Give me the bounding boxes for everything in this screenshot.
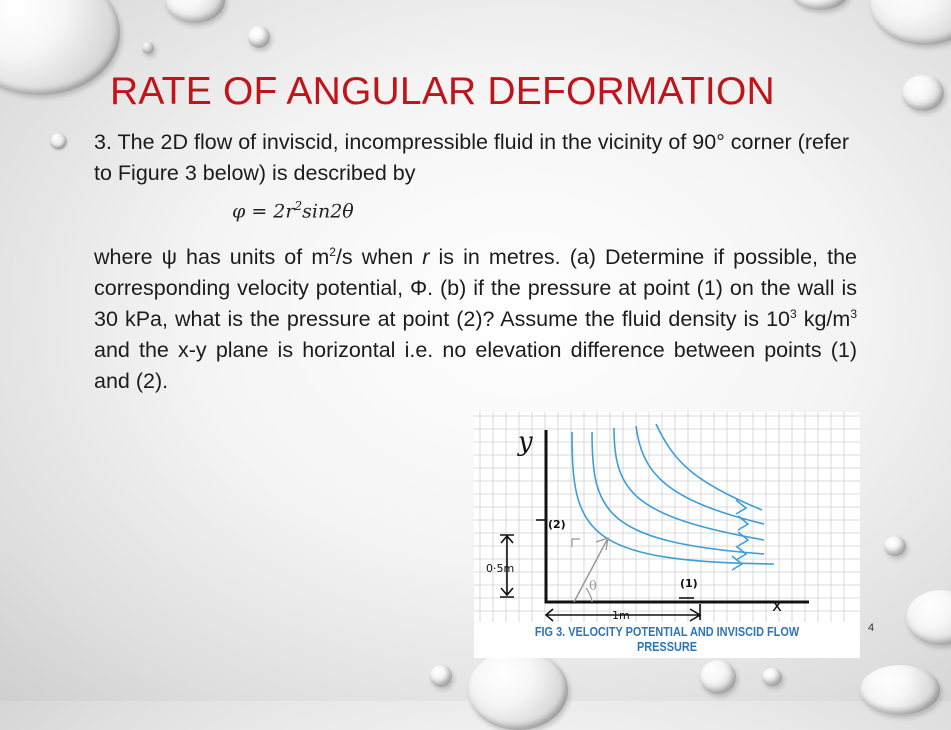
water-drop-decoration <box>906 590 951 645</box>
streamline-3 <box>614 428 764 540</box>
details-sup-3: 3 <box>850 306 857 321</box>
stream-function-equation <box>232 199 354 222</box>
vertical-dimension-label: 0·5m <box>486 562 515 575</box>
figure-caption: FIG 3. VELOCITY POTENTIAL AND INVISCID FLOW PRESSURE <box>534 624 800 654</box>
details-sup-1: 2 <box>329 244 336 259</box>
equation-lhs: φ <box>232 200 246 223</box>
flow-diagram <box>474 412 860 622</box>
point-1-label: (1) <box>680 577 698 590</box>
y-axis-label: y <box>518 427 533 457</box>
figure-3-panel <box>474 412 860 658</box>
water-drop-decoration <box>0 0 120 95</box>
equation-rhs: sin2θ <box>302 200 354 223</box>
water-drop-decoration <box>165 0 225 23</box>
details-r-variable: r <box>422 245 430 269</box>
details-text-5: and the x-y plane is horizontal i.e. no elevation difference between points (1) and (2). <box>94 338 857 393</box>
water-drop-decoration <box>870 0 951 45</box>
streamline-arrow-icon <box>736 546 746 560</box>
water-drop-decoration <box>142 42 154 54</box>
details-sup-2: 3 <box>790 306 797 321</box>
slide-number: 4 <box>868 622 875 634</box>
details-text-3: is in metres. (a) Determine if possible, the corresponding velocity potential, Φ. (b) if the pressure at point (1) on the wall is 30 kPa, what is the pressure at point (2)? Assume the fluid density is 10 <box>94 245 857 331</box>
slide-title: RATE OF ANGULAR DEFORMATION <box>110 70 775 113</box>
streamline-arrow-icon <box>738 532 748 546</box>
problem-statement: 3. The 2D flow of inviscid, incompressible fluid in the vicinity of 90° corner (refer to Figure 3 below) is described by <box>94 130 850 185</box>
details-text-1: where ψ has units of m <box>94 245 330 269</box>
water-drop-decoration <box>884 536 906 556</box>
water-drop-decoration <box>790 0 850 10</box>
water-drop-decoration <box>468 650 568 730</box>
point-2-label: (2) <box>548 518 566 531</box>
equation-equals: = 2r <box>245 200 295 223</box>
water-drop-decoration <box>860 665 940 715</box>
bullet-drop-icon <box>50 133 66 149</box>
details-text-4: kg/m <box>796 307 851 331</box>
equation-exponent: 2 <box>294 199 303 213</box>
x-axis-label: x <box>772 596 783 616</box>
theta-label: θ <box>589 579 597 594</box>
streamline-5 <box>656 424 762 510</box>
water-drop-decoration <box>430 665 452 687</box>
horizontal-dimension-label: 1m <box>612 609 630 622</box>
water-drop-decoration <box>902 75 944 111</box>
problem-details <box>94 242 857 397</box>
water-drop-decoration <box>762 668 782 686</box>
details-text-2: /s when <box>335 245 423 269</box>
water-drop-decoration <box>248 26 270 48</box>
water-drop-decoration <box>700 660 736 694</box>
